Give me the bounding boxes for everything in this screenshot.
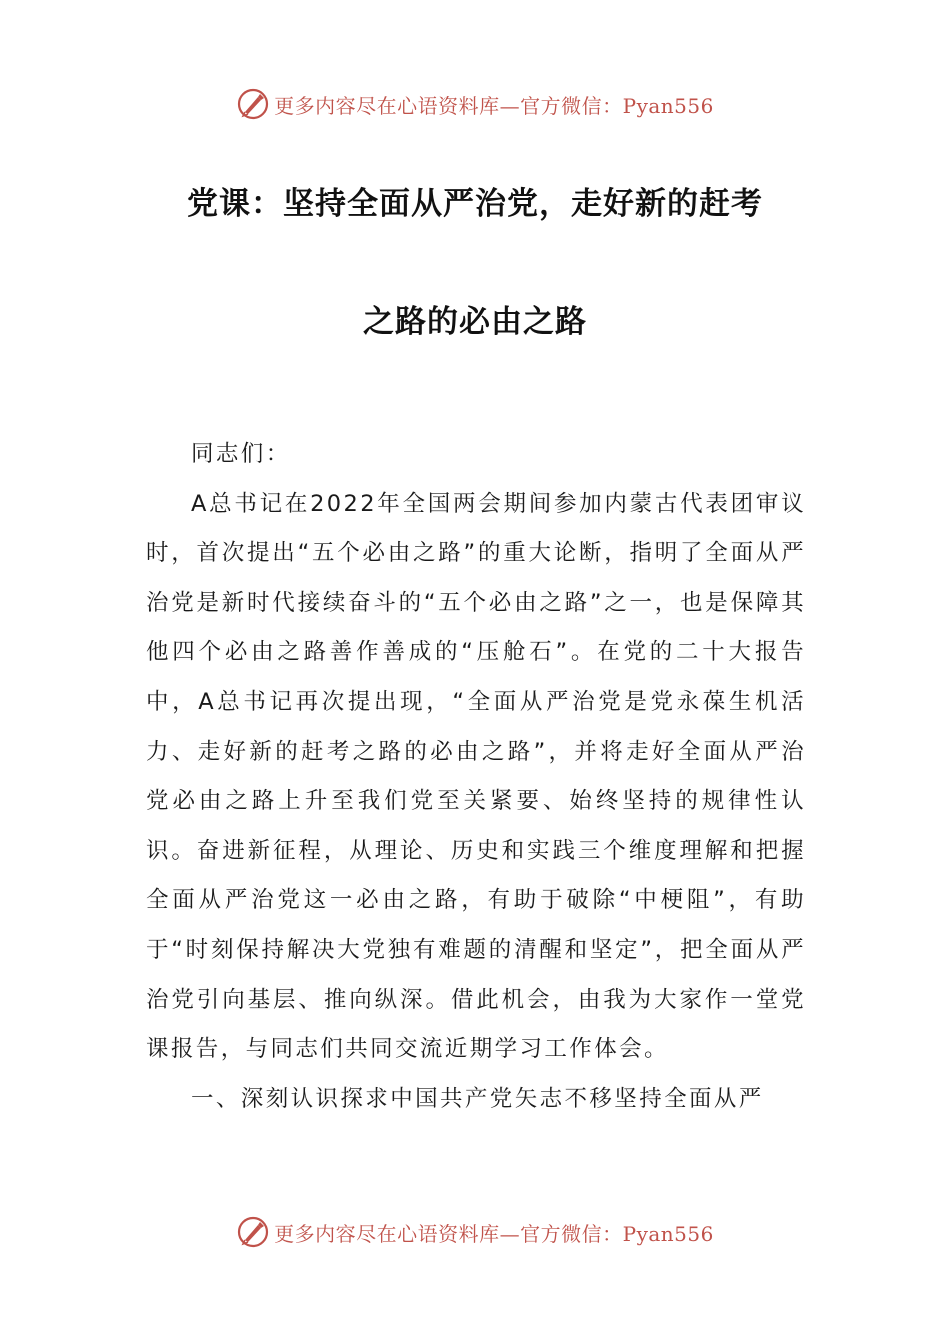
- watermark-text: 更多内容尽在心语资料库—官方微信：Pyan556: [274, 93, 714, 118]
- document-body: [146, 430, 806, 1124]
- document-title-line2: 之路的必由之路: [363, 304, 587, 340]
- section-heading: 一、深刻认识探求中国共产党矢志不移坚持全面从严: [191, 1085, 764, 1112]
- paragraph: A总书记在2022年全国两会期间参加内蒙古代表团审议时，首次提出“五个必由之路”的重大论断，指明了全面从严治党是新时代接续奋斗的“五个必由之路”之一，也是保障其他四个必由之路善作善成的“压舱石”。在党的二十大报告中，A总书记再次提出现，“全面从严治党是党永葆生机活力、走好新的赶考之路的必由之路”，并将走好全面从严治党必由之路上升至我们党至关紧要、始终坚持的规律性认识。奋进新征程，从理论、历史和实践三个维度理解和把握全面从严治党这一必由之路，有助于破除“中梗阻”，有助于“时刻保持解决大党独有难题的清醒和坚定”，把全面从严治党引向基层、推向纵深。借此机会，由我为大家作一堂党课报告，与同志们共同交流近期学习工作体会。: [146, 490, 806, 1063]
- document-title-line1: 党课：坚持全面从严治党，走好新的赶考: [187, 186, 763, 222]
- header-watermark: [0, 84, 950, 124]
- watermark-text: 更多内容尽在心语资料库—官方微信：Pyan556: [274, 1221, 714, 1246]
- footer-watermark: [0, 1212, 950, 1252]
- pen-logo-icon: [236, 87, 270, 121]
- pen-logo-icon: [236, 1215, 270, 1249]
- greeting: 同志们：: [191, 441, 291, 467]
